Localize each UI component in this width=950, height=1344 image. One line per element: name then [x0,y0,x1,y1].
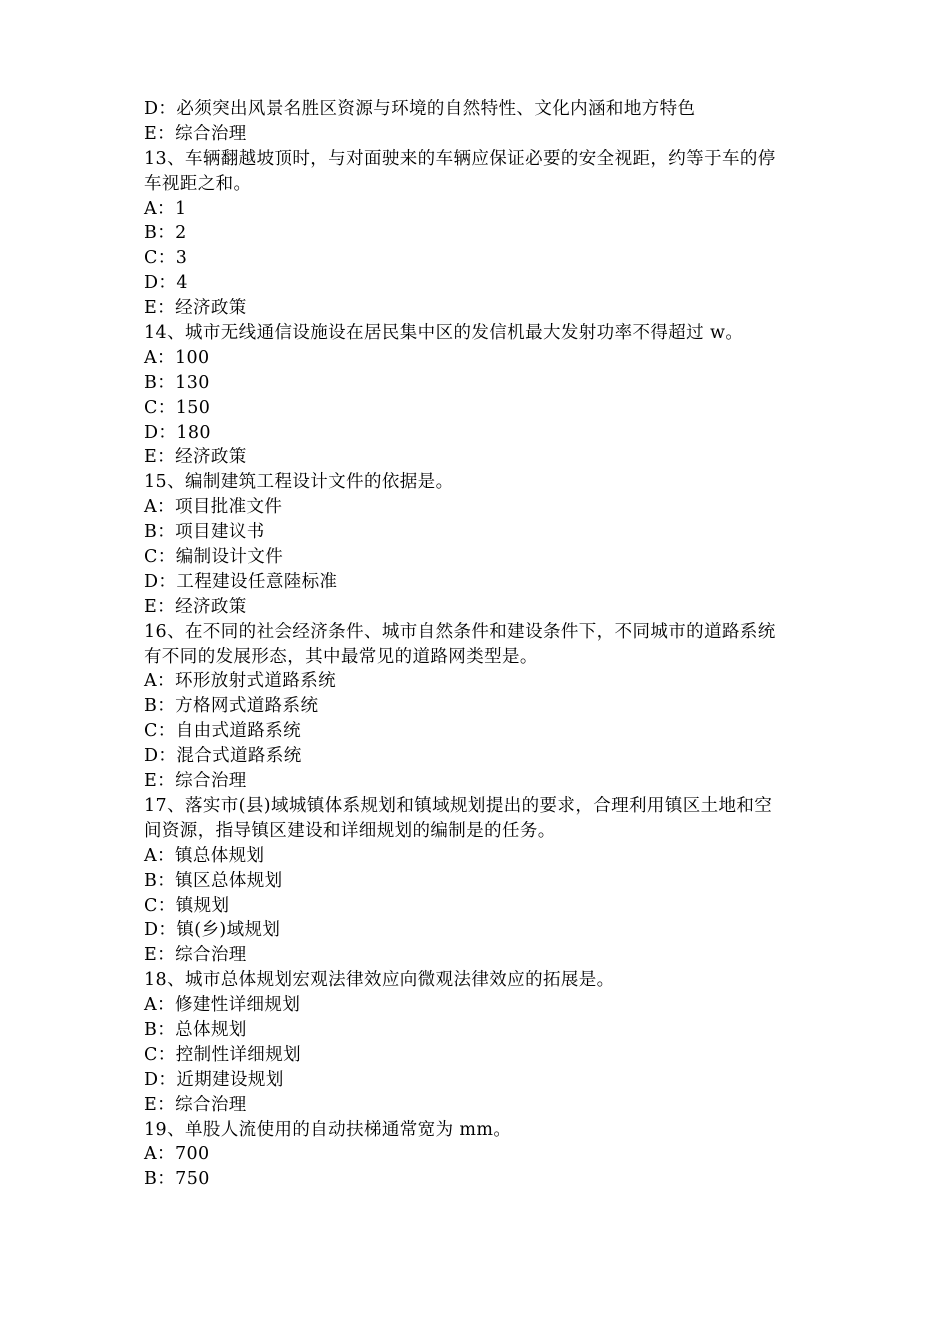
question-line: 17、落实市(县)域城镇体系规划和镇域规划提出的要求，合理利用镇区土地和空 [144,795,773,816]
text-line: E：综合治理 [144,123,247,144]
option-line: C：镇规划 [144,895,230,916]
option-line: C：150 [144,397,211,418]
option-line: C：编制设计文件 [144,547,284,568]
option-line: A：1 [144,198,187,219]
option-line: C：3 [144,248,188,269]
option-line: C：自由式道路系统 [144,721,301,742]
option-line: A：100 [144,347,210,368]
option-line: B：2 [144,223,187,244]
question-line: 18、城市总体规划宏观法律效应向微观法律效应的拓展是。 [144,970,615,991]
option-line: A：镇总体规划 [144,845,265,866]
question-line: 15、编制建筑工程设计文件的依据是。 [144,472,454,493]
option-line: A：修建性详细规划 [144,995,301,1016]
option-line: B：方格网式道路系统 [144,696,319,717]
option-line: B：总体规划 [144,1019,247,1040]
question-line: 14、城市无线通信设施设在居民集中区的发信机最大发射功率不得超过 w。 [144,323,744,344]
text-line: D：必须突出风景名胜区资源与环境的自然特性、文化内涵和地方特色 [144,99,696,119]
option-line: B：镇区总体规划 [144,870,283,891]
option-line: B：750 [144,1169,210,1190]
option-line: D：工程建设任意陸标准 [144,571,338,592]
option-line: B：130 [144,372,210,393]
option-line: D：4 [144,273,188,294]
option-line: E：综合治理 [144,771,247,792]
option-line: B：项目建议书 [144,522,265,543]
question-line: 间资源，指导镇区建设和详细规划的编制是的任务。 [144,820,556,841]
option-line: E：综合治理 [144,945,247,966]
option-line: A：项目批准文件 [144,497,283,518]
option-line: D：近期建设规划 [144,1069,284,1090]
option-line: C：控制性详细规划 [144,1044,301,1065]
question-line: 13、车辆翻越坡顶时，与对面驶来的车辆应保证必要的安全视距，约等于车的停 [144,148,776,169]
question-line: 19、单股人流使用的自动扶梯通常宽为 mm。 [144,1119,512,1140]
question-line: 车视距之和。 [144,173,252,194]
option-line: E：综合治理 [144,1094,247,1115]
option-line: A：环形放射式道路系统 [144,671,337,692]
option-line: D：混合式道路系统 [144,746,302,767]
option-line: E：经济政策 [144,298,247,319]
option-line: D：180 [144,422,211,443]
question-line: 16、在不同的社会经济条件、城市自然条件和建设条件下，不同城市的道路系统 [144,621,776,642]
option-line: E：经济政策 [144,447,247,468]
document-page [144,97,814,1192]
option-line: E：经济政策 [144,596,247,617]
option-line: A：700 [144,1144,210,1165]
question-line: 有不同的发展形态，其中最常见的道路网类型是。 [144,646,538,667]
option-line: D：镇(乡)域规划 [144,920,281,941]
